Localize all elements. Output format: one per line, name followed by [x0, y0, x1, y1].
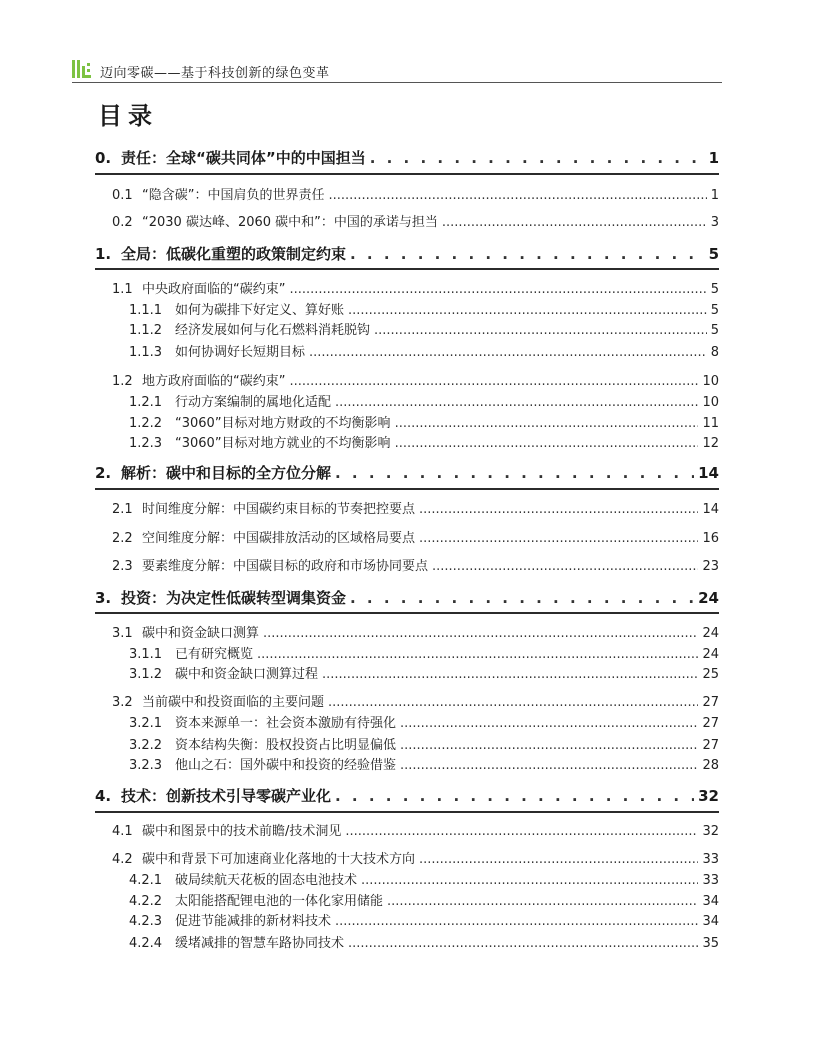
toc-entry-title: 当前碳中和投资面临的主要问题 [142, 695, 325, 709]
toc-entry-page-number: 34 [702, 914, 719, 928]
toc-entry-page-number: 1 [708, 149, 719, 167]
toc-entry-title: 碳中和图景中的技术前瞻/技术洞见 [142, 824, 342, 838]
toc-entry-title: 太阳能搭配锂电池的一体化家用储能 [175, 894, 384, 908]
toc-entry-title: 碳中和资金缺口测算 [142, 626, 260, 640]
toc-entry-title: 中央政府面临的“碳约束” [142, 282, 286, 296]
dot-leader [257, 647, 698, 661]
dot-leader [328, 695, 698, 709]
toc-entry-title: 地方政府面临的“碳约束” [142, 374, 286, 388]
dot-leader [348, 936, 698, 950]
toc-entry-page-number: 28 [702, 758, 719, 772]
toc-entry-number: 1. [95, 245, 112, 263]
toc-entry-number: 2.1 [112, 502, 133, 516]
toc-entry-page-number: 35 [702, 936, 719, 950]
toc-entry-number: 1.1.1 [129, 303, 163, 317]
toc-entry-page-number: 32 [698, 787, 719, 805]
dot-leader [395, 436, 699, 450]
dot-leader [345, 824, 698, 838]
toc-entry-title: 如何协调好长短期目标 [175, 345, 306, 359]
dot-leader [395, 416, 699, 430]
toc-entry-number: 1.1.2 [129, 323, 163, 337]
toc-entry-page-number: 27 [702, 738, 719, 752]
chapter-divider-rule [95, 811, 719, 813]
dot-leader [419, 852, 698, 866]
toc-entry-page-number: 16 [702, 531, 719, 545]
toc-entry-page-number: 33 [702, 873, 719, 887]
toc-entry-title: “3060”目标对地方财政的不均衡影响 [175, 416, 391, 430]
toc-entry-number: 0.2 [112, 215, 133, 229]
toc-entry-page-number: 34 [702, 894, 719, 908]
dot-leader [335, 787, 694, 805]
toc-subsection-entry[interactable] [129, 910, 719, 928]
toc-section-entry[interactable] [112, 184, 719, 202]
toc-entry-number: 2.3 [112, 559, 133, 573]
toc-entry-number: 4.2.2 [129, 894, 163, 908]
dot-leader [419, 502, 698, 516]
toc-entry-title: 资本来源单一：社会资本激励有待强化 [175, 716, 397, 730]
toc-entry-page-number: 23 [702, 559, 719, 573]
dot-leader [348, 303, 707, 317]
toc-entry-number: 1.2.2 [129, 416, 163, 430]
toc-entry-title: “隐含碳”：中国肩负的世界责任 [142, 188, 325, 202]
toc-entry-page-number: 5 [708, 245, 719, 263]
toc-entry-title: 投资：为决定性低碳转型调集资金 [121, 589, 347, 607]
page-header [72, 60, 722, 83]
toc-section-entry[interactable] [112, 527, 719, 545]
toc-section-entry[interactable] [112, 211, 719, 229]
toc-subsection-entry[interactable] [129, 754, 719, 772]
toc-subsection-entry[interactable] [129, 299, 719, 317]
dot-leader [335, 395, 698, 409]
toc-subsection-entry[interactable] [129, 341, 719, 359]
toc-entry-page-number: 12 [702, 436, 719, 450]
toc-entry-page-number: 27 [702, 695, 719, 709]
toc-entry-page-number: 3 [710, 215, 719, 229]
toc-entry-page-number: 24 [698, 589, 719, 607]
dot-leader [350, 245, 705, 263]
toc-entry-title: 空间维度分解：中国碳排放活动的区域格局要点 [142, 531, 416, 545]
toc-subsection-entry[interactable] [129, 869, 719, 887]
dot-leader [263, 626, 698, 640]
toc-entry-page-number: 33 [702, 852, 719, 866]
toc-entry-number: 4.2.4 [129, 936, 163, 950]
chapter-divider-rule [95, 173, 719, 175]
toc-entry-page-number: 32 [702, 824, 719, 838]
toc-entry-number: 3.2.2 [129, 738, 163, 752]
toc-entry-number: 4.2.3 [129, 914, 163, 928]
toc-entry-title: 碳中和背景下可加速商业化落地的十大技术方向 [142, 852, 416, 866]
toc-entry-page-number: 24 [702, 626, 719, 640]
toc-entry-page-number: 24 [702, 647, 719, 661]
toc-chapter-entry[interactable] [95, 243, 719, 265]
toc-entry-title: 全局：低碳化重塑的政策制定约束 [121, 245, 347, 263]
toc-entry-number: 0. [95, 149, 112, 167]
toc-subsection-entry[interactable] [129, 712, 719, 730]
toc-entry-title: 责任：全球“碳共同体”中的中国担当 [121, 149, 366, 167]
toc-subsection-entry[interactable] [129, 412, 719, 430]
toc-entry-number: 1.1.3 [129, 345, 163, 359]
dot-leader [370, 149, 705, 167]
toc-entry-title: 促进节能减排的新材料技术 [175, 914, 332, 928]
toc-subsection-entry[interactable] [129, 432, 719, 450]
toc-entry-title: 已有研究概览 [175, 647, 254, 661]
toc-entry-page-number: 10 [702, 374, 719, 388]
toc-entry-title: 破局续航天花板的固态电池技术 [175, 873, 358, 887]
toc-entry-number: 3.2.3 [129, 758, 163, 772]
toc-entry-number: 3. [95, 589, 112, 607]
toc-entry-title: 资本结构失衡：股权投资占比明显偏低 [175, 738, 397, 752]
toc-chapter-entry[interactable] [95, 587, 719, 609]
toc-entry-number: 4.2 [112, 852, 133, 866]
dot-leader [335, 914, 698, 928]
toc-entry-title: 他山之石：国外碳中和投资的经验借鉴 [175, 758, 397, 772]
toc-entry-page-number: 5 [710, 303, 719, 317]
toc-section-entry[interactable] [112, 691, 719, 709]
toc-entry-title: 要素维度分解：中国碳目标的政府和市场协同要点 [142, 559, 429, 573]
toc-entry-title: 技术：创新技术引导零碳产业化 [121, 787, 332, 805]
toc-subsection-entry[interactable] [129, 734, 719, 752]
toc-entry-title: 时间维度分解：中国碳约束目标的节奏把控要点 [142, 502, 416, 516]
toc-chapter-entry[interactable] [95, 785, 719, 807]
toc-entry-number: 2.2 [112, 531, 133, 545]
dot-leader [289, 374, 698, 388]
chapter-divider-rule [95, 488, 719, 490]
toc-section-entry[interactable] [112, 498, 719, 516]
chapter-divider-rule [95, 268, 719, 270]
dot-leader [361, 873, 698, 887]
green-bars-logo-icon [72, 60, 92, 78]
toc-entry-title: 碳中和资金缺口测算过程 [175, 667, 319, 681]
toc-entry-page-number: 14 [702, 502, 719, 516]
toc-entry-number: 4.1 [112, 824, 133, 838]
dot-leader [432, 559, 698, 573]
dot-leader [387, 894, 698, 908]
toc-subsection-entry[interactable] [129, 932, 719, 950]
toc-entry-number: 3.2.1 [129, 716, 163, 730]
dot-leader [374, 323, 707, 337]
dot-leader [419, 531, 698, 545]
toc-entry-page-number: 14 [698, 464, 719, 482]
toc-chapter-entry[interactable] [95, 147, 719, 169]
toc-entry-title: 解析：碳中和目标的全方位分解 [121, 464, 332, 482]
toc-entry-page-number: 8 [710, 345, 719, 359]
toc-entry-number: 1.1 [112, 282, 133, 296]
toc-entry-title: 行动方案编制的属地化适配 [175, 395, 332, 409]
toc-entry-number: 3.2 [112, 695, 133, 709]
header-title: 迈向零碳——基于科技创新的绿色变革 [100, 66, 330, 81]
toc-entry-number: 2. [95, 464, 112, 482]
toc-subsection-entry[interactable] [129, 890, 719, 908]
toc-entry-page-number: 5 [710, 282, 719, 296]
toc-section-entry[interactable] [112, 622, 719, 640]
dot-leader [400, 738, 698, 752]
toc-title: 目录 [98, 102, 158, 130]
toc-entry-number: 4.2.1 [129, 873, 163, 887]
toc-entry-number: 0.1 [112, 188, 133, 202]
toc-entry-number: 1.2 [112, 374, 133, 388]
dot-leader [400, 758, 698, 772]
dot-leader [350, 589, 694, 607]
dot-leader [335, 464, 694, 482]
toc-entry-page-number: 10 [702, 395, 719, 409]
toc-entry-page-number: 11 [702, 416, 719, 430]
toc-section-entry[interactable] [112, 820, 719, 838]
toc-entry-page-number: 5 [710, 323, 719, 337]
toc-entry-number: 4. [95, 787, 112, 805]
chapter-divider-rule [95, 612, 719, 614]
toc-section-entry[interactable] [112, 555, 719, 573]
toc-entry-number: 1.2.1 [129, 395, 163, 409]
toc-subsection-entry[interactable] [129, 643, 719, 661]
dot-leader [322, 667, 698, 681]
toc-entry-number: 3.1.1 [129, 647, 163, 661]
toc-entry-title: “3060”目标对地方就业的不均衡影响 [175, 436, 391, 450]
toc-subsection-entry[interactable] [129, 663, 719, 681]
toc-entry-number: 3.1.2 [129, 667, 163, 681]
toc-section-entry[interactable] [112, 370, 719, 388]
toc-entry-number: 3.1 [112, 626, 133, 640]
toc-entry-title: 经济发展如何与化石燃料消耗脱钩 [175, 323, 371, 337]
toc-subsection-entry[interactable] [129, 319, 719, 337]
toc-subsection-entry[interactable] [129, 391, 719, 409]
toc-section-entry[interactable] [112, 278, 719, 296]
dot-leader [400, 716, 698, 730]
dot-leader [309, 345, 707, 359]
toc-entry-title: 缓堵减排的智慧车路协同技术 [175, 936, 345, 950]
dot-leader [328, 188, 706, 202]
toc-entry-number: 1.2.3 [129, 436, 163, 450]
toc-entry-page-number: 1 [710, 188, 719, 202]
toc-entry-title: “2030 碳达峰、2060 碳中和”：中国的承诺与担当 [142, 215, 438, 229]
dot-leader [442, 215, 707, 229]
dot-leader [289, 282, 706, 296]
toc-chapter-entry[interactable] [95, 462, 719, 484]
toc-entry-page-number: 25 [702, 667, 719, 681]
toc-entry-page-number: 27 [702, 716, 719, 730]
toc-entry-title: 如何为碳排下好定义、算好账 [175, 303, 345, 317]
toc-section-entry[interactable] [112, 848, 719, 866]
